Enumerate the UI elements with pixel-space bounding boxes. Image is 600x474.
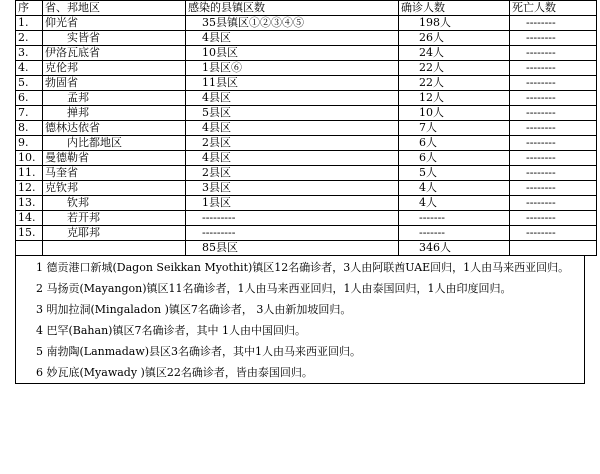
row-region: 若开邦: [43, 211, 186, 226]
total-seq: [16, 241, 43, 256]
row-deaths: --------: [510, 136, 597, 151]
table-row: [16, 16, 597, 31]
total-deaths: [510, 241, 597, 256]
row-seq: 8.: [16, 121, 43, 136]
row-counties: 4县区: [186, 151, 399, 166]
row-deaths: --------: [510, 166, 597, 181]
table-row: [16, 106, 597, 121]
row-seq: 9.: [16, 136, 43, 151]
table-row: [16, 76, 597, 91]
row-region: 德林达依省: [43, 121, 186, 136]
row-region: 孟邦: [43, 91, 186, 106]
row-confirmed: -------: [399, 226, 510, 241]
row-counties: 2县区: [186, 166, 399, 181]
row-counties: 35县镇区①②③④⑤: [186, 16, 399, 31]
row-confirmed: 4人: [399, 196, 510, 211]
row-deaths: --------: [510, 211, 597, 226]
row-region: 克伦邦: [43, 61, 186, 76]
row-region: 克耶邦: [43, 226, 186, 241]
row-confirmed: 10人: [399, 106, 510, 121]
row-seq: 4.: [16, 61, 43, 76]
case-table: [15, 0, 597, 256]
row-confirmed: 22人: [399, 76, 510, 91]
table-row: [16, 196, 597, 211]
row-counties: ---------: [186, 226, 399, 241]
row-seq: 13.: [16, 196, 43, 211]
footnote-5: 5 南勃陶(Lanmadaw)县区3名确诊者，其中1人由马来西亚回归。: [36, 345, 362, 358]
row-confirmed: -------: [399, 211, 510, 226]
row-deaths: --------: [510, 196, 597, 211]
header-seq: 序: [16, 1, 43, 16]
row-counties: 4县区: [186, 91, 399, 106]
row-deaths: --------: [510, 61, 597, 76]
row-confirmed: 4人: [399, 181, 510, 196]
table-row: [16, 91, 597, 106]
row-confirmed: 5人: [399, 166, 510, 181]
table-row: [16, 61, 597, 76]
total-counties: 85县区: [186, 241, 399, 256]
row-region: 仰光省: [43, 16, 186, 31]
total-confirmed: 346人: [399, 241, 510, 256]
row-deaths: --------: [510, 121, 597, 136]
table-row: [16, 166, 597, 181]
header-deaths: 死亡人数: [510, 1, 597, 16]
header-counties: 感染的县镇区数: [186, 1, 399, 16]
header-confirmed: 确诊人数: [399, 1, 510, 16]
row-seq: 7.: [16, 106, 43, 121]
header-region: 省、邦地区: [43, 1, 186, 16]
row-deaths: --------: [510, 151, 597, 166]
row-deaths: --------: [510, 181, 597, 196]
row-confirmed: 26人: [399, 31, 510, 46]
row-deaths: --------: [510, 16, 597, 31]
table-row: [16, 136, 597, 151]
row-counties: ---------: [186, 211, 399, 226]
row-region: 钦邦: [43, 196, 186, 211]
row-deaths: --------: [510, 91, 597, 106]
row-region: 勃固省: [43, 76, 186, 91]
footnote-3: 3 明加拉洞(Mingaladon )镇区7名确诊者， 3人由新加坡回归。: [36, 303, 352, 316]
table-row: [16, 211, 597, 226]
row-deaths: --------: [510, 46, 597, 61]
row-counties: 1县区: [186, 196, 399, 211]
covid-case-table-document: [15, 0, 585, 384]
row-region: 克钦邦: [43, 181, 186, 196]
row-seq: 3.: [16, 46, 43, 61]
row-deaths: --------: [510, 31, 597, 46]
row-counties: 4县区: [186, 31, 399, 46]
table-row: [16, 46, 597, 61]
table-row: [16, 31, 597, 46]
row-seq: 2.: [16, 31, 43, 46]
table-row: [16, 121, 597, 136]
footnote-2: 2 马扬贡(Mayangon)镇区11名确诊者，1人由马来西亚回归，1人由泰国回归，1人由印度回归。: [36, 282, 512, 295]
row-counties: 1县区⑥: [186, 61, 399, 76]
row-seq: 5.: [16, 76, 43, 91]
total-region: [43, 241, 186, 256]
row-region: 掸邦: [43, 106, 186, 121]
table-row: [16, 151, 597, 166]
row-seq: 14.: [16, 211, 43, 226]
row-counties: 3县区: [186, 181, 399, 196]
row-counties: 5县区: [186, 106, 399, 121]
row-region: 曼德勒省: [43, 151, 186, 166]
row-seq: 10.: [16, 151, 43, 166]
row-seq: 1.: [16, 16, 43, 31]
row-counties: 10县区: [186, 46, 399, 61]
row-confirmed: 22人: [399, 61, 510, 76]
row-seq: 15.: [16, 226, 43, 241]
footnote-6: 6 妙瓦底(Myawady )镇区22名确诊者，皆由泰国回归。: [36, 366, 313, 379]
row-deaths: --------: [510, 76, 597, 91]
table-row: [16, 181, 597, 196]
row-region: 实皆省: [43, 31, 186, 46]
row-confirmed: 198人: [399, 16, 510, 31]
footnote-4: 4 巴罕(Bahan)镇区7名确诊者，其中 1人由中国回归。: [36, 324, 306, 337]
table-header-row: [16, 1, 597, 16]
row-region: 内比都地区: [43, 136, 186, 151]
row-confirmed: 6人: [399, 151, 510, 166]
row-confirmed: 6人: [399, 136, 510, 151]
row-region: 马奎省: [43, 166, 186, 181]
row-seq: 12.: [16, 181, 43, 196]
table-row: [16, 226, 597, 241]
row-confirmed: 7人: [399, 121, 510, 136]
row-seq: 6.: [16, 91, 43, 106]
row-counties: 11县区: [186, 76, 399, 91]
table-total-row: [16, 241, 597, 256]
footnote-1: 1 德贡港口新城(Dagon Seikkan Myothit)镇区12名确诊者，3人由阿联酋UAE回归，1人由马来西亚回归。: [36, 261, 570, 274]
row-confirmed: 12人: [399, 91, 510, 106]
row-seq: 11.: [16, 166, 43, 181]
row-deaths: --------: [510, 226, 597, 241]
row-deaths: --------: [510, 106, 597, 121]
footnotes: [15, 256, 585, 384]
row-counties: 2县区: [186, 136, 399, 151]
row-confirmed: 24人: [399, 46, 510, 61]
row-region: 伊洛瓦底省: [43, 46, 186, 61]
row-counties: 4县区: [186, 121, 399, 136]
